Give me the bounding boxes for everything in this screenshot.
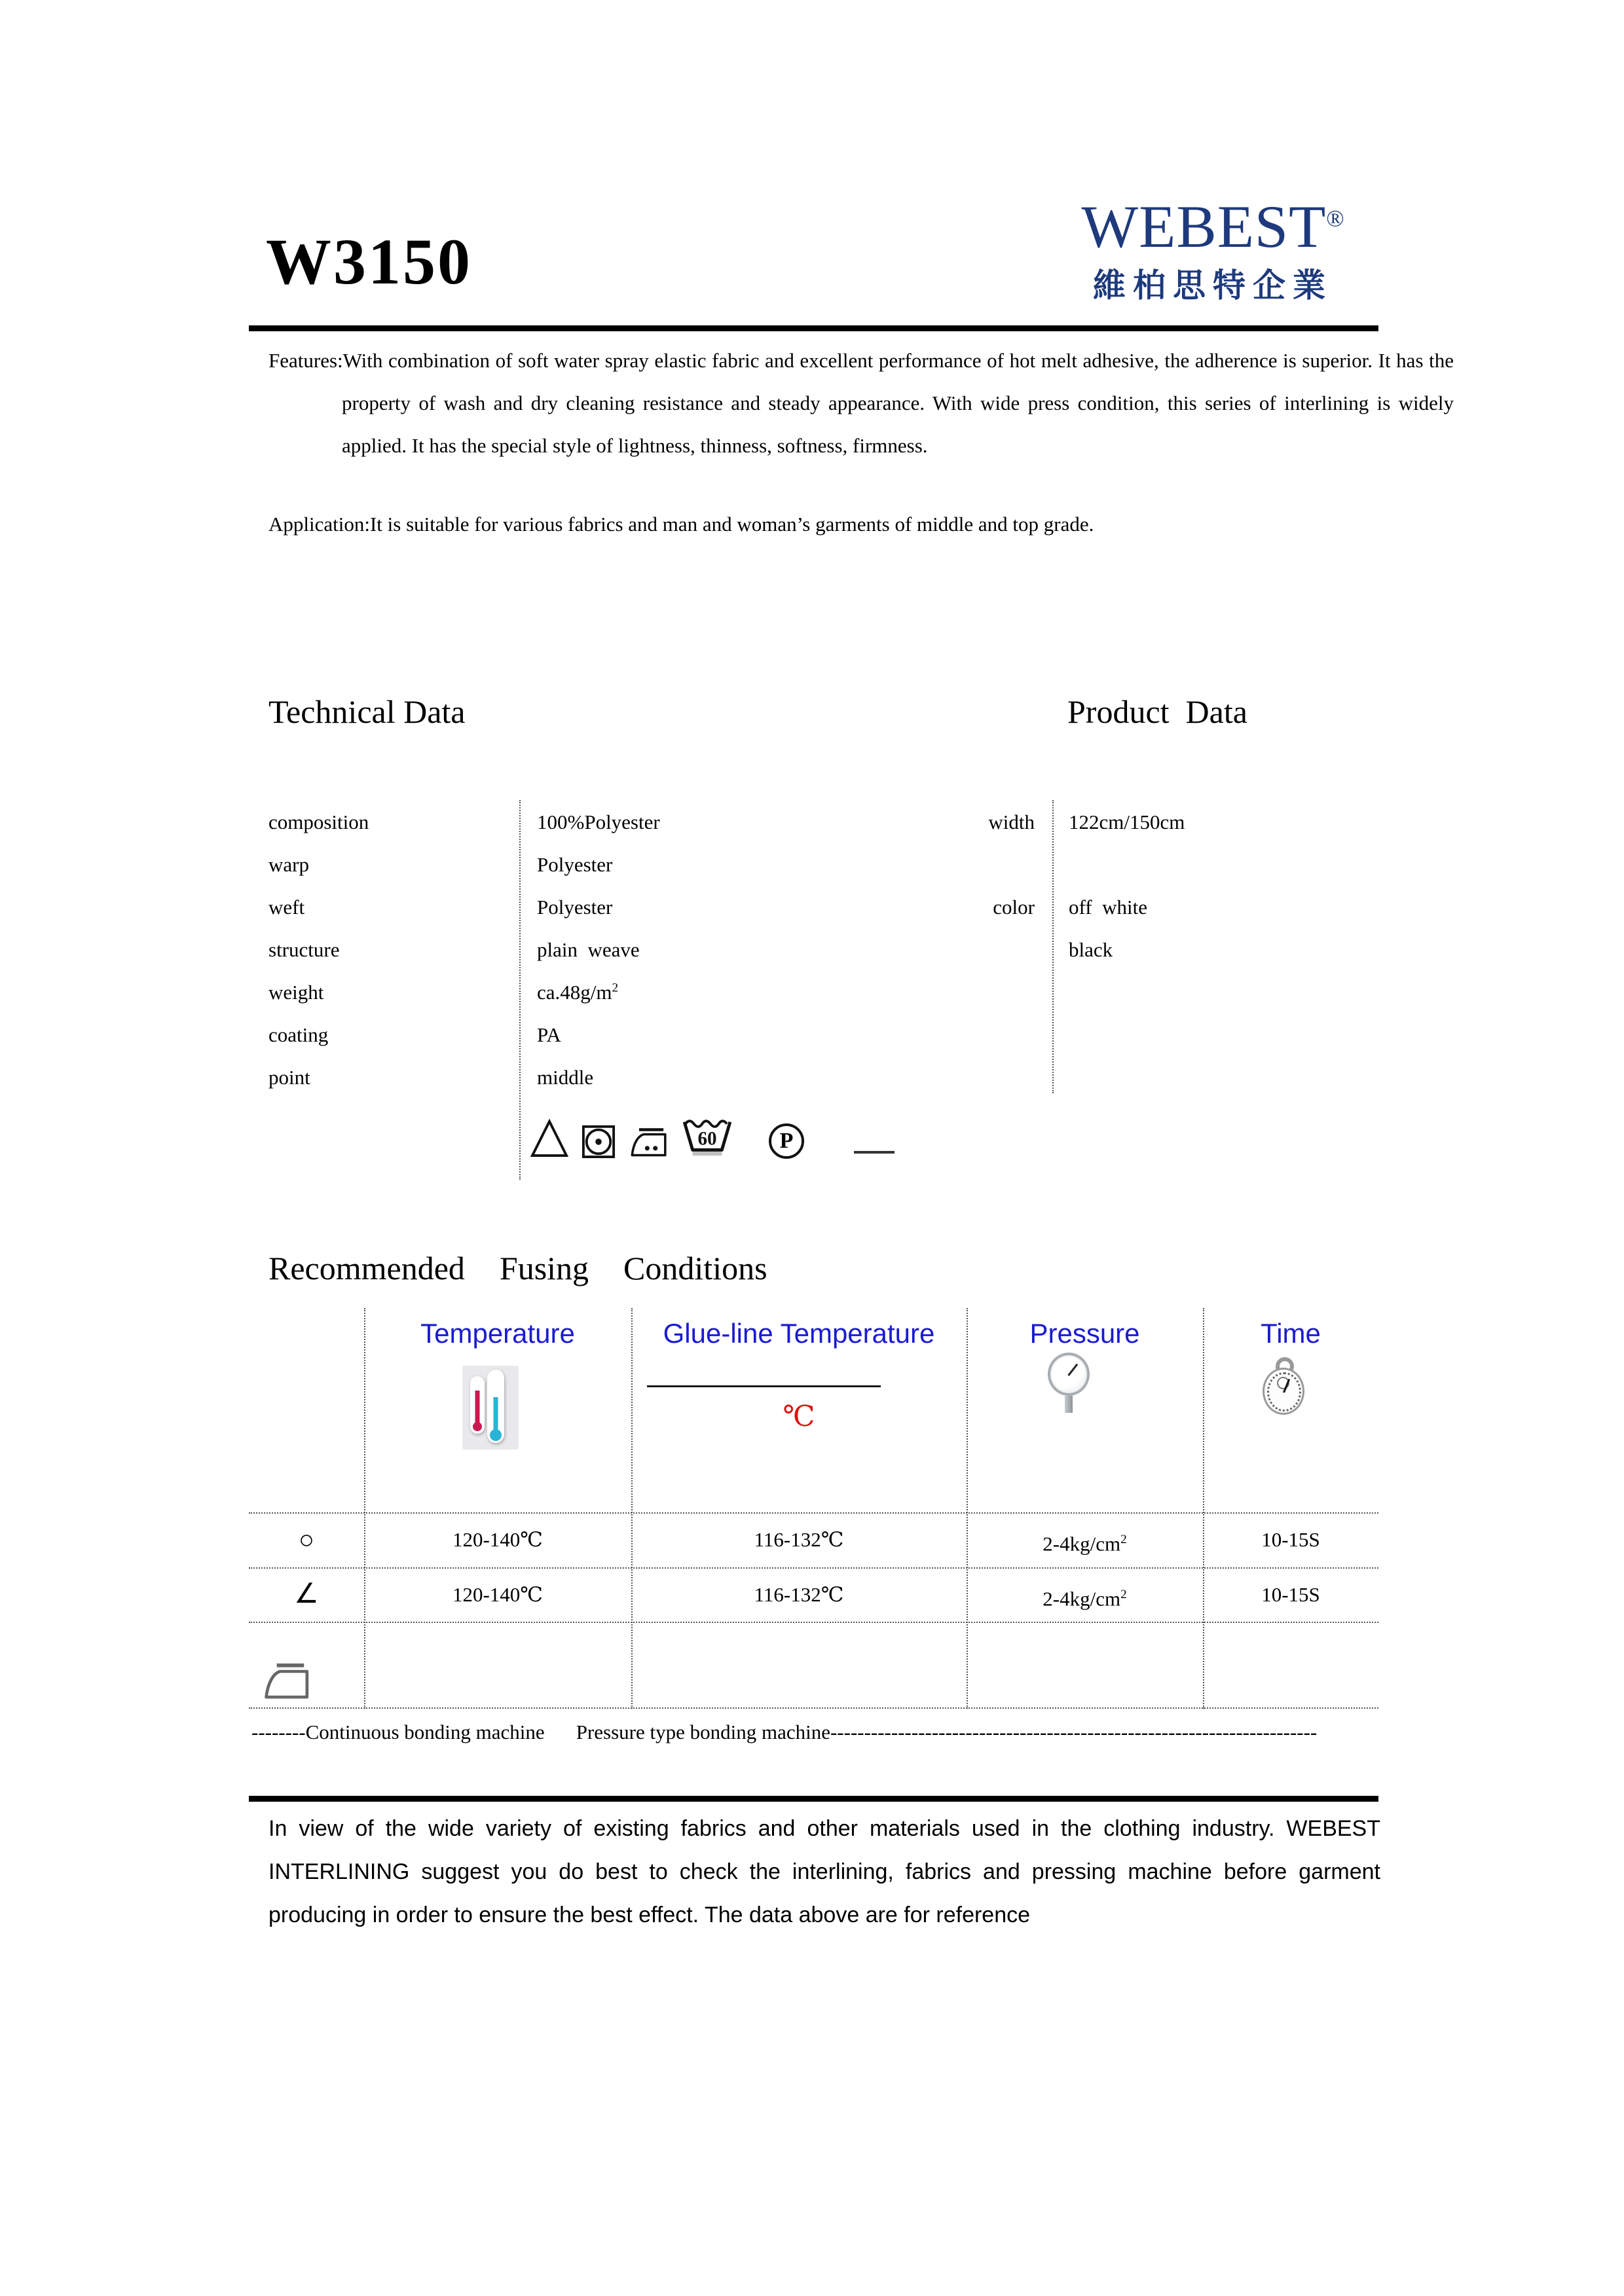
tumble-dry-icon [581,1122,616,1159]
pressure-value [967,1512,1203,1567]
line-icon [854,1151,895,1154]
technical-data-heading: Technical Data [268,693,466,730]
weight-value-exponent: 2 [612,981,619,995]
table-row [268,1023,897,1063]
iron-row-icon [261,1662,316,1701]
column-header-glue-line-temperature: Glue-line Temperature [663,1318,935,1349]
iron-two-dots-icon [629,1126,669,1159]
row-symbol-circle: ○ [298,1525,315,1554]
footer-divider-rule [249,1796,1378,1802]
row-divider [249,1707,1378,1709]
row-label: composition [268,811,369,833]
right-dashes: ------------------------------------------------------------------------ [830,1721,1318,1743]
row-value [537,981,618,1004]
stopwatch-icon [1263,1357,1304,1415]
row-label: coating [268,1023,329,1046]
application-text: It is suitable for various fabrics and man and woman’s garments of middle and top grade. [369,513,1094,536]
row-label: structure [268,938,340,961]
table-row [268,811,897,850]
row-value: Polyester [537,896,613,919]
table-row [268,853,897,892]
logo-brand-name: WEBEST [1081,193,1327,260]
care-symbols-row [530,1112,895,1159]
table-row [268,938,897,977]
column-header-time: Time [1261,1318,1321,1349]
pressure-machine-label: Pressure type bonding machine [576,1721,830,1743]
header-divider-rule [249,325,1378,331]
row-divider [249,1622,1378,1623]
wash-60-icon [682,1116,732,1159]
application-paragraph [268,513,1421,536]
bleach-triangle-icon [530,1118,568,1159]
pressure-exponent: 2 [1120,1533,1127,1546]
color-value-black: black [1069,938,1113,961]
column-divider [967,1308,968,1709]
product-table-divider [1052,800,1054,1093]
pressure-gauge-icon [1048,1353,1090,1414]
continuous-machine-label: Continuous bonding machine [305,1721,545,1743]
pressure-base: 2-4kg/cm [1043,1532,1121,1556]
color-value-offwhite: off white [1069,896,1147,919]
glue-line-underline [647,1385,881,1387]
wash-temperature-text: 60 [697,1128,717,1150]
dry-clean-P-icon [769,1123,804,1159]
glue-line-value: 116-132℃ [754,1583,844,1606]
row-label: weight [268,981,324,1004]
pressure-value [967,1567,1203,1622]
pressure-base: 2-4kg/cm [1043,1587,1121,1611]
thermometer-red [470,1376,485,1434]
application-label: Application: [268,513,370,536]
width-label: width [988,811,1035,833]
fusing-conditions-table [249,1308,1378,1709]
table-row [268,981,897,1020]
color-label: color [993,896,1035,919]
registered-trademark-icon: ® [1326,205,1344,232]
fusing-conditions-heading: Recommended Fusing Conditions [268,1250,767,1286]
temperature-value: 120-140℃ [452,1528,543,1551]
row-label: point [268,1066,310,1089]
features-label: Features: [268,349,343,372]
row-symbol-angle: ∠ [294,1579,319,1609]
row-value: 100%Polyester [537,811,660,833]
column-divider [631,1308,633,1709]
pressure-exponent: 2 [1120,1588,1127,1601]
bonding-machines-caption [251,1721,1381,1744]
row-label: weft [268,896,305,919]
table-row [268,896,897,935]
thermometer-blue [487,1370,504,1443]
thermometer-icon [462,1366,519,1449]
logo-chinese-text: 維柏思特企業 [1093,267,1333,304]
column-divider [364,1308,365,1709]
company-logo [1080,193,1345,306]
row-label: warp [268,853,309,876]
logo-brand-text [1080,193,1345,260]
footer-disclaimer: In view of the wide variety of existing fabrics and other materials used in the clothing industry. WEBEST INTERLINING suggest you do best to check the interlining, fabrics and pressing machine before garment producing in order to ensure the best effect. The data above are for reference [268,1816,1380,1927]
table-row [268,1066,897,1105]
column-divider [1203,1308,1204,1709]
time-value: 10-15S [1261,1528,1320,1551]
row-value: plain weave [537,938,640,961]
celsius-unit-label: ℃ [783,1400,815,1432]
dry-clean-letter: P [779,1129,794,1153]
row-value: PA [537,1023,561,1046]
glue-line-value: 116-132℃ [754,1528,844,1551]
column-header-pressure: Pressure [1029,1318,1140,1349]
time-value: 10-15S [1261,1583,1320,1606]
temperature-value: 120-140℃ [452,1583,543,1606]
features-text: With combination of soft water spray elastic fabric and excellent performance of hot melt adhesive, the adherence is superior. It has the property of wash and dry cleaning resistance and steady appearance. With wide press condition, this series of interlining is widely applied. It has the special style of lightness, thinness, softness, firmness. [342,349,1454,457]
left-dashes: -------- [251,1721,306,1743]
width-value: 122cm/150cm [1069,811,1185,833]
features-paragraph [268,339,1454,467]
column-header-temperature: Temperature [420,1318,575,1349]
row-value: middle [537,1066,594,1089]
weight-value-base: ca.48g/m [537,981,612,1004]
gauge-stem [1065,1396,1073,1413]
product-data-heading: Product Data [1067,693,1247,730]
row-value: Polyester [537,853,613,876]
page-title-product-code: W3150 [266,225,472,298]
stopwatch-body [1263,1368,1304,1415]
